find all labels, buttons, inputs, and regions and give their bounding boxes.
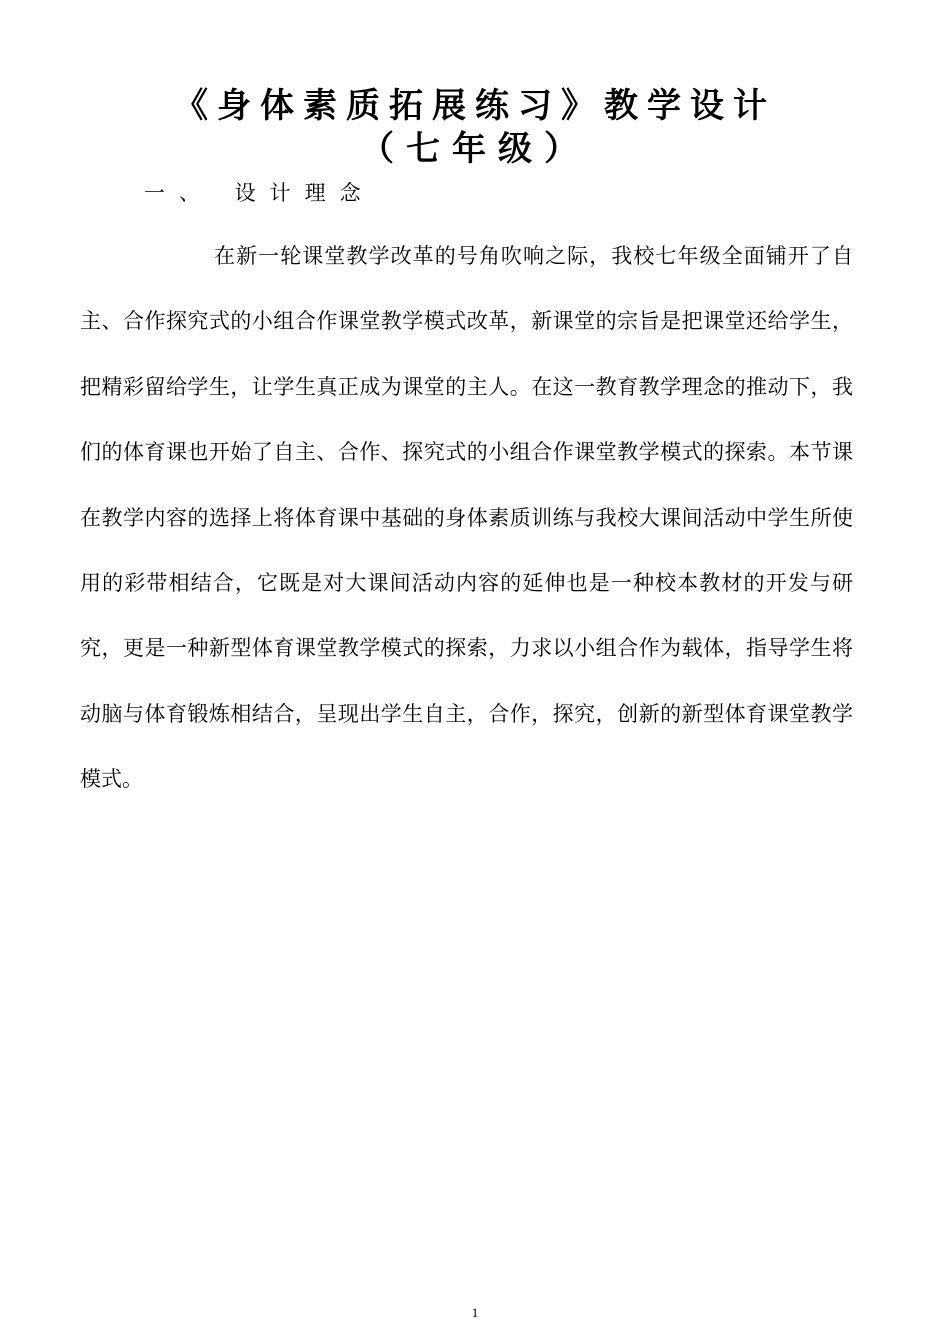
body-paragraph: 在新一轮课堂教学改革的号角吹响之际，我校七年级全面铺开了自主、合作探究式的小组合作课堂教学模式改革，新课堂的宗旨是把课堂还给学生，把精彩留给学生，让学生真正成为课堂的主人。在这一教育教学理念的推动下，我们的体育课也开始了自主、合作、探究式的小组合作课堂教学模式的探索。本节课在教学内容的选择上将体育课中基础的身体素质训练与我校大课间活动中学生所使用的彩带相结合，它既是对大课间活动内容的延伸也是一种校本教材的开发与研究，更是一种新型体育课堂教学模式的探索，力求以小组合作为载体，指导学生将动脑与体育锻炼相结合，呈现出学生自主，合作，探究，创新的新型体育课堂教学模式。 — [80, 244, 853, 792]
document-title: 《身体素质拓展练习》教学设计 — [174, 86, 776, 126]
document-subtitle: （七年级） — [360, 129, 590, 169]
page-number: 1 — [471, 1305, 479, 1320]
section-heading: 一、 设计理念 — [144, 181, 375, 205]
